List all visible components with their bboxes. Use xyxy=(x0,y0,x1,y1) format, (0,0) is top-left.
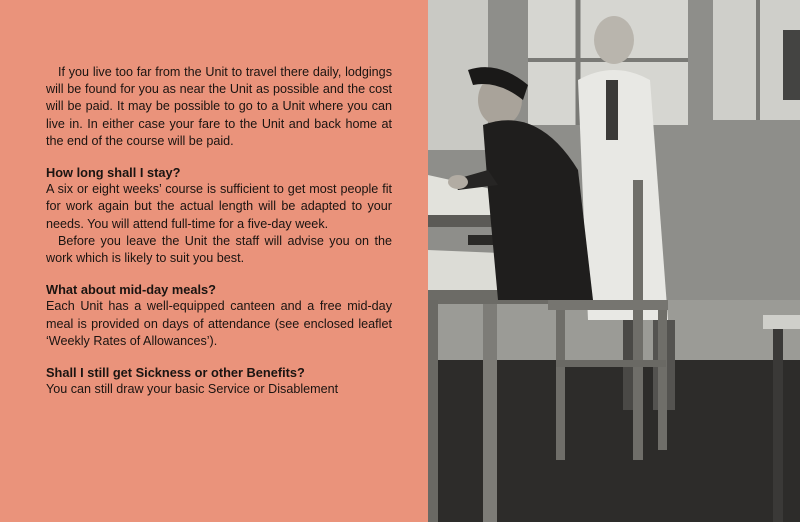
body-text xyxy=(46,64,392,398)
section-heading-meals: What about mid-day meals? xyxy=(46,282,216,298)
section-heading-benefits: Shall I still get Sickness or other Benefits? xyxy=(46,365,305,381)
workshop-photo xyxy=(428,0,800,522)
section-heading-stay: How long shall I stay? xyxy=(46,165,181,181)
lodging-paragraph: If you live too far from the Unit to travel there daily, lodgings will be found for you as near the Unit as possible and the cost will be paid. It may be possible to go to a Unit where you can live in. In either case your fare to the Unit and back home at the end of the course will be paid. xyxy=(46,65,392,148)
photo-illustration xyxy=(428,0,800,522)
meals-paragraph: Each Unit has a well-equipped canteen and a free mid-day meal is provided on days of attendance (see enclosed leaflet ‘Weekly Rates of Allowances’). xyxy=(46,299,392,348)
stay-paragraph-1: A six or eight weeks’ course is sufficient to get most people fit for work again but the actual length will be adapted to your needs. You will attend full-time for a five-day week. xyxy=(46,182,392,231)
stay-paragraph-2: Before you leave the Unit the staff will advise you on the work which is likely to suit you best. xyxy=(46,233,392,266)
benefits-paragraph: You can still draw your basic Service or Disablement xyxy=(46,382,339,397)
